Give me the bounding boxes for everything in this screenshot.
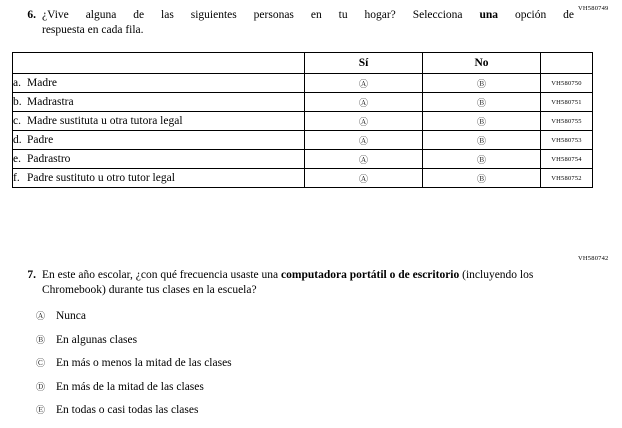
row-letter: c. [13, 115, 21, 127]
option-item[interactable] [36, 357, 556, 381]
radio-si[interactable] [305, 74, 423, 93]
row-label: Padrastro [27, 153, 71, 165]
bubble-a-icon: Ⓐ [358, 80, 368, 90]
table-header-no: No [423, 53, 541, 74]
row-form-id: VH580753 [541, 131, 593, 150]
row-form-id: VH580751 [541, 93, 593, 112]
bubble-b-icon: Ⓑ [476, 156, 486, 166]
radio-si[interactable] [305, 131, 423, 150]
row-letter: d. [13, 134, 22, 146]
question6-text [42, 8, 574, 37]
option-label: En todas o casi todas las clases [56, 404, 199, 416]
table-row [13, 131, 593, 150]
bubble-a-icon: Ⓐ [358, 118, 368, 128]
question6-form-id: VH580749 [578, 5, 609, 12]
bubble-a-icon: Ⓐ [358, 137, 368, 147]
question7-text-bold2: escritorio [412, 269, 460, 281]
row-letter: a. [13, 77, 21, 89]
row-label: Padre sustituto u otro tutor legal [27, 172, 175, 184]
table-row [13, 93, 593, 112]
bubble-b-icon: Ⓑ [476, 137, 486, 147]
bubble-c-icon: Ⓒ [36, 359, 46, 369]
radio-no[interactable] [423, 93, 541, 112]
row-label: Madrastra [27, 96, 74, 108]
option-label: Nunca [56, 310, 87, 322]
bubble-e-icon: Ⓔ [36, 406, 46, 416]
option-label: En más o menos la mitad de las clases [56, 357, 232, 369]
row-form-id: VH580750 [541, 74, 593, 93]
row-form-id: VH580754 [541, 150, 593, 169]
question7-stem [14, 268, 574, 298]
question7-options [36, 310, 556, 428]
question7-text-bold1: computadora portátil o de [281, 269, 410, 281]
table-header-id-blank [541, 53, 593, 74]
table-header-blank [13, 53, 305, 74]
question6-table [12, 52, 593, 188]
question6-number: 6. [27, 9, 36, 21]
radio-no[interactable] [423, 150, 541, 169]
row-label: Madre [27, 77, 58, 89]
radio-si[interactable] [305, 150, 423, 169]
question7-text-part1: En este año escolar, ¿con qué frecuencia usaste una [42, 269, 279, 281]
question7-form-id: VH580742 [578, 255, 609, 262]
bubble-a-icon: Ⓐ [358, 156, 368, 166]
bubble-d-icon: Ⓓ [36, 382, 46, 393]
question6-text-part1: ¿Vive alguna de las siguientes personas en tu hogar? Selecciona [42, 9, 463, 21]
radio-no[interactable] [423, 169, 541, 188]
bubble-a-icon: Ⓐ [358, 99, 368, 109]
row-letter: b. [13, 96, 22, 108]
row-letter: e. [13, 153, 21, 165]
option-item[interactable] [36, 404, 556, 428]
option-item[interactable] [36, 381, 556, 405]
row-label-cell [13, 150, 305, 169]
question6-table-wrapper [12, 52, 582, 188]
row-label: Padre [27, 134, 54, 146]
bubble-b-icon: Ⓑ [476, 80, 486, 90]
row-label-cell [13, 131, 305, 150]
table-row [13, 169, 593, 188]
bubble-a-icon: Ⓐ [36, 312, 46, 322]
table-header-row [13, 53, 593, 74]
radio-si[interactable] [305, 169, 423, 188]
table-body [13, 74, 593, 188]
option-label: En algunas clases [56, 333, 138, 346]
table-row [13, 150, 593, 169]
row-letter: f. [13, 172, 20, 184]
bubble-b-icon: Ⓑ [476, 118, 486, 128]
table-header-si: Sí [305, 53, 423, 74]
bubble-b-icon: Ⓑ [476, 99, 486, 109]
radio-no[interactable] [423, 74, 541, 93]
bubble-b-icon: Ⓑ [36, 335, 46, 346]
question6-stem [14, 8, 574, 37]
option-item[interactable] [36, 310, 556, 334]
question6-text-bold: una [479, 9, 498, 21]
row-form-id: VH580755 [541, 112, 593, 131]
bubble-b-icon: Ⓑ [476, 175, 486, 185]
radio-no[interactable] [423, 131, 541, 150]
question7-number: 7. [27, 269, 36, 281]
table-row [13, 74, 593, 93]
row-label-cell [13, 169, 305, 188]
question6-text-line2: respuesta en cada fila. [42, 23, 144, 36]
radio-si[interactable] [305, 112, 423, 131]
row-form-id: VH580752 [541, 169, 593, 188]
question6-text-part2: opción de [514, 9, 575, 21]
row-label-cell [13, 112, 305, 131]
bubble-a-icon: Ⓐ [358, 175, 368, 185]
question7-text [42, 268, 574, 298]
row-label-cell [13, 74, 305, 93]
option-item[interactable] [36, 334, 556, 358]
row-label: Madre sustituta u otra tutora legal [27, 115, 183, 127]
radio-si[interactable] [305, 93, 423, 112]
table-row [13, 112, 593, 131]
option-label: En más de la mitad de las clases [56, 380, 204, 393]
question7-text-part2: (incluyendo los Chromebook) durante tus clases en la escuela? [42, 269, 534, 296]
row-label-cell [13, 93, 305, 112]
radio-no[interactable] [423, 112, 541, 131]
